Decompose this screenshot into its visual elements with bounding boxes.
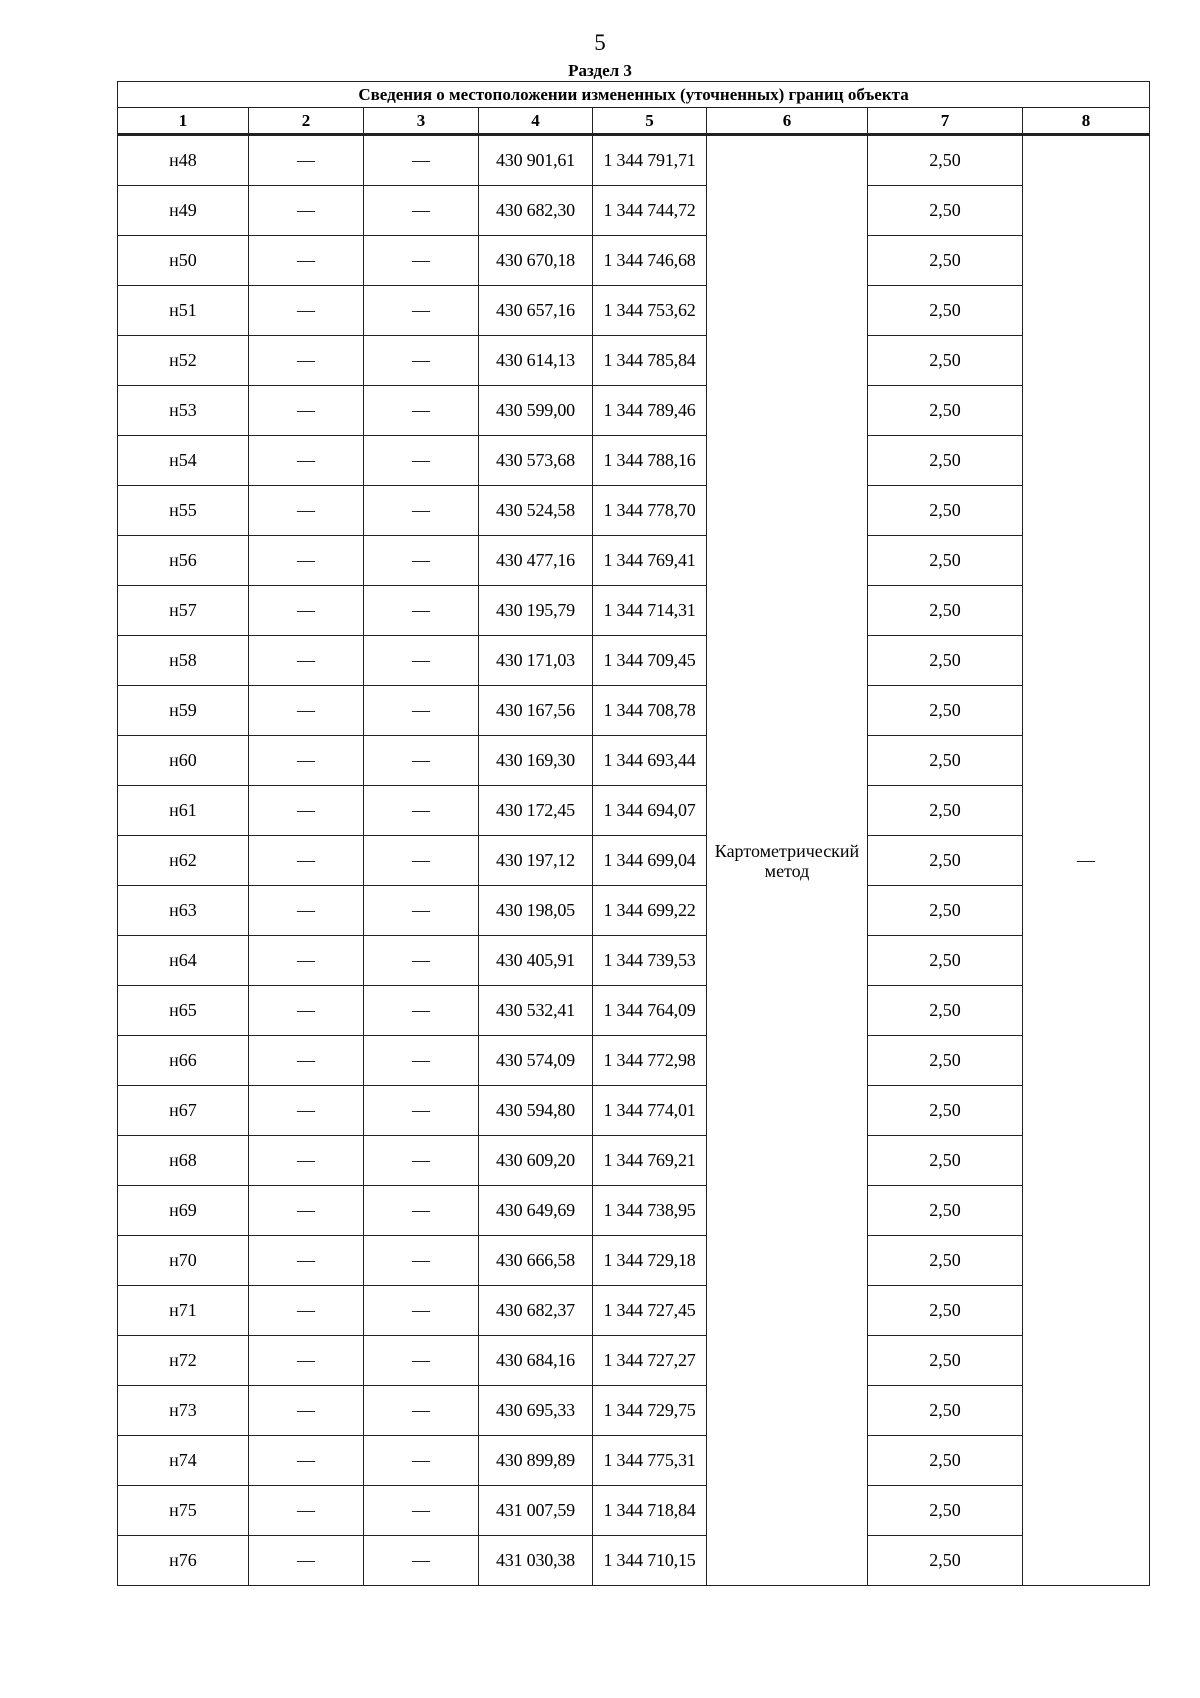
point-number-cell: н54 (118, 436, 249, 486)
accuracy-cell: 2,50 (868, 486, 1023, 536)
column-2-cell: — (249, 336, 364, 386)
table-row (118, 135, 1150, 186)
column-3-cell: — (364, 1186, 479, 1236)
point-number-cell: н50 (118, 236, 249, 286)
accuracy-cell: 2,50 (868, 636, 1023, 686)
column-2-cell: — (249, 1336, 364, 1386)
x-coordinate-cell: 430 609,20 (479, 1136, 593, 1186)
y-coordinate-cell: 1 344 791,71 (593, 135, 707, 186)
accuracy-cell: 2,50 (868, 586, 1023, 636)
x-coordinate-cell: 430 197,12 (479, 836, 593, 886)
accuracy-cell: 2,50 (868, 1136, 1023, 1186)
column-3-cell: — (364, 436, 479, 486)
accuracy-cell: 2,50 (868, 1286, 1023, 1336)
point-number-cell: н62 (118, 836, 249, 886)
table-row (118, 336, 1150, 386)
column-2-cell: — (249, 1386, 364, 1436)
y-coordinate-cell: 1 344 710,15 (593, 1536, 707, 1586)
table-row (118, 636, 1150, 686)
point-number-cell: н69 (118, 1186, 249, 1236)
table-row (118, 1236, 1150, 1286)
table-row (118, 1436, 1150, 1486)
column-2-cell: — (249, 836, 364, 886)
table-row (118, 1086, 1150, 1136)
accuracy-cell: 2,50 (868, 1086, 1023, 1136)
y-coordinate-cell: 1 344 746,68 (593, 236, 707, 286)
column-2-cell: — (249, 1286, 364, 1336)
column-3-cell: — (364, 736, 479, 786)
table-row (118, 436, 1150, 486)
column-3-cell: — (364, 586, 479, 636)
x-coordinate-cell: 431 030,38 (479, 1536, 593, 1586)
accuracy-cell: 2,50 (868, 886, 1023, 936)
column-8-cell: — (1023, 135, 1150, 1586)
column-2-cell: — (249, 1086, 364, 1136)
point-number-cell: н49 (118, 186, 249, 236)
point-number-cell: н66 (118, 1036, 249, 1086)
table-caption-row (118, 82, 1150, 108)
x-coordinate-cell: 430 171,03 (479, 636, 593, 686)
x-coordinate-cell: 430 682,30 (479, 186, 593, 236)
x-coordinate-cell: 430 899,89 (479, 1436, 593, 1486)
column-2-cell: — (249, 1486, 364, 1536)
x-coordinate-cell: 430 670,18 (479, 236, 593, 286)
column-number-5: 5 (593, 108, 707, 135)
table-row (118, 1336, 1150, 1386)
x-coordinate-cell: 430 594,80 (479, 1086, 593, 1136)
table-row (118, 286, 1150, 336)
table-caption: Сведения о местоположении измененных (уточненных) границ объекта (118, 82, 1150, 108)
accuracy-cell: 2,50 (868, 386, 1023, 436)
table-row (118, 586, 1150, 636)
y-coordinate-cell: 1 344 788,16 (593, 436, 707, 486)
column-2-cell: — (249, 135, 364, 186)
accuracy-cell: 2,50 (868, 836, 1023, 886)
point-number-cell: н64 (118, 936, 249, 986)
y-coordinate-cell: 1 344 699,22 (593, 886, 707, 936)
column-3-cell: — (364, 1436, 479, 1486)
y-coordinate-cell: 1 344 775,31 (593, 1436, 707, 1486)
x-coordinate-cell: 430 532,41 (479, 986, 593, 1036)
y-coordinate-cell: 1 344 699,04 (593, 836, 707, 886)
column-2-cell: — (249, 636, 364, 686)
column-3-cell: — (364, 236, 479, 286)
x-coordinate-cell: 430 195,79 (479, 586, 593, 636)
table-row (118, 236, 1150, 286)
y-coordinate-cell: 1 344 727,27 (593, 1336, 707, 1386)
column-number-3: 3 (364, 108, 479, 135)
column-3-cell: — (364, 336, 479, 386)
column-2-cell: — (249, 186, 364, 236)
column-3-cell: — (364, 886, 479, 936)
column-3-cell: — (364, 286, 479, 336)
column-number-8: 8 (1023, 108, 1150, 135)
y-coordinate-cell: 1 344 785,84 (593, 336, 707, 386)
x-coordinate-cell: 430 649,69 (479, 1186, 593, 1236)
y-coordinate-cell: 1 344 753,62 (593, 286, 707, 336)
accuracy-cell: 2,50 (868, 936, 1023, 986)
accuracy-cell: 2,50 (868, 736, 1023, 786)
column-3-cell: — (364, 135, 479, 186)
x-coordinate-cell: 430 573,68 (479, 436, 593, 486)
y-coordinate-cell: 1 344 714,31 (593, 586, 707, 636)
table-row (118, 986, 1150, 1036)
accuracy-cell: 2,50 (868, 1236, 1023, 1286)
page-number: 5 (594, 30, 606, 55)
accuracy-cell: 2,50 (868, 1336, 1023, 1386)
accuracy-cell: 2,50 (868, 1436, 1023, 1486)
column-3-cell: — (364, 986, 479, 1036)
accuracy-cell: 2,50 (868, 786, 1023, 836)
table-row (118, 686, 1150, 736)
column-2-cell: — (249, 1436, 364, 1486)
table-row (118, 1186, 1150, 1236)
table-row (118, 936, 1150, 986)
x-coordinate-cell: 430 172,45 (479, 786, 593, 836)
column-2-cell: — (249, 1536, 364, 1586)
y-coordinate-cell: 1 344 772,98 (593, 1036, 707, 1086)
table-row (118, 1486, 1150, 1536)
y-coordinate-cell: 1 344 718,84 (593, 1486, 707, 1536)
x-coordinate-cell: 430 599,00 (479, 386, 593, 436)
point-number-cell: н53 (118, 386, 249, 436)
x-coordinate-cell: 430 901,61 (479, 135, 593, 186)
point-number-cell: н75 (118, 1486, 249, 1536)
column-2-cell: — (249, 786, 364, 836)
column-3-cell: — (364, 636, 479, 686)
column-3-cell: — (364, 536, 479, 586)
column-3-cell: — (364, 386, 479, 436)
y-coordinate-cell: 1 344 709,45 (593, 636, 707, 686)
accuracy-cell: 2,50 (868, 536, 1023, 586)
x-coordinate-cell: 430 524,58 (479, 486, 593, 536)
x-coordinate-cell: 430 614,13 (479, 336, 593, 386)
column-number-2: 2 (249, 108, 364, 135)
point-number-cell: н63 (118, 886, 249, 936)
column-3-cell: — (364, 1236, 479, 1286)
y-coordinate-cell: 1 344 769,41 (593, 536, 707, 586)
point-number-cell: н55 (118, 486, 249, 536)
table-row (118, 1386, 1150, 1436)
column-number-6: 6 (707, 108, 868, 135)
column-number-1: 1 (118, 108, 249, 135)
accuracy-cell: 2,50 (868, 1486, 1023, 1536)
point-number-cell: н58 (118, 636, 249, 686)
accuracy-cell: 2,50 (868, 1036, 1023, 1086)
x-coordinate-cell: 430 695,33 (479, 1386, 593, 1436)
y-coordinate-cell: 1 344 727,45 (593, 1286, 707, 1336)
column-2-cell: — (249, 1036, 364, 1086)
x-coordinate-cell: 430 657,16 (479, 286, 593, 336)
column-2-cell: — (249, 436, 364, 486)
y-coordinate-cell: 1 344 774,01 (593, 1086, 707, 1136)
table-row (118, 786, 1150, 836)
column-number-7: 7 (868, 108, 1023, 135)
point-number-cell: н67 (118, 1086, 249, 1136)
y-coordinate-cell: 1 344 708,78 (593, 686, 707, 736)
y-coordinate-cell: 1 344 693,44 (593, 736, 707, 786)
accuracy-cell: 2,50 (868, 986, 1023, 1036)
accuracy-cell: 2,50 (868, 436, 1023, 486)
table-row (118, 1036, 1150, 1086)
point-number-cell: н68 (118, 1136, 249, 1186)
point-number-cell: н60 (118, 736, 249, 786)
accuracy-cell: 2,50 (868, 135, 1023, 186)
column-2-cell: — (249, 536, 364, 586)
point-number-cell: н57 (118, 586, 249, 636)
column-2-cell: — (249, 936, 364, 986)
column-3-cell: — (364, 936, 479, 986)
x-coordinate-cell: 430 198,05 (479, 886, 593, 936)
x-coordinate-cell: 430 684,16 (479, 1336, 593, 1386)
point-number-cell: н71 (118, 1286, 249, 1336)
y-coordinate-cell: 1 344 729,18 (593, 1236, 707, 1286)
x-coordinate-cell: 430 682,37 (479, 1286, 593, 1336)
y-coordinate-cell: 1 344 744,72 (593, 186, 707, 236)
point-number-cell: н48 (118, 135, 249, 186)
column-3-cell: — (364, 1286, 479, 1336)
column-2-cell: — (249, 736, 364, 786)
column-3-cell: — (364, 186, 479, 236)
table-row (118, 486, 1150, 536)
point-number-cell: н61 (118, 786, 249, 836)
table-row (118, 1286, 1150, 1336)
point-number-cell: н65 (118, 986, 249, 1036)
column-3-cell: — (364, 836, 479, 886)
column-number-4: 4 (479, 108, 593, 135)
column-2-cell: — (249, 486, 364, 536)
x-coordinate-cell: 430 574,09 (479, 1036, 593, 1086)
y-coordinate-cell: 1 344 729,75 (593, 1386, 707, 1436)
y-coordinate-cell: 1 344 778,70 (593, 486, 707, 536)
column-2-cell: — (249, 236, 364, 286)
table-row (118, 1536, 1150, 1586)
point-number-cell: н76 (118, 1536, 249, 1586)
column-3-cell: — (364, 1036, 479, 1086)
accuracy-cell: 2,50 (868, 286, 1023, 336)
y-coordinate-cell: 1 344 694,07 (593, 786, 707, 836)
column-3-cell: — (364, 486, 479, 536)
table-row (118, 836, 1150, 886)
column-2-cell: — (249, 586, 364, 636)
column-2-cell: — (249, 1136, 364, 1186)
y-coordinate-cell: 1 344 738,95 (593, 1186, 707, 1236)
accuracy-cell: 2,50 (868, 1186, 1023, 1236)
accuracy-cell: 2,50 (868, 236, 1023, 286)
point-number-cell: н72 (118, 1336, 249, 1386)
boundary-coordinates-table (117, 81, 1150, 1586)
point-number-cell: н52 (118, 336, 249, 386)
point-number-cell: н51 (118, 286, 249, 336)
column-3-cell: — (364, 1536, 479, 1586)
y-coordinate-cell: 1 344 739,53 (593, 936, 707, 986)
x-coordinate-cell: 431 007,59 (479, 1486, 593, 1536)
table-row (118, 186, 1150, 236)
table-row (118, 736, 1150, 786)
point-number-cell: н74 (118, 1436, 249, 1486)
x-coordinate-cell: 430 169,30 (479, 736, 593, 786)
column-3-cell: — (364, 1336, 479, 1386)
point-number-cell: н70 (118, 1236, 249, 1286)
section-title: Раздел 3 (568, 61, 632, 80)
point-number-cell: н73 (118, 1386, 249, 1436)
column-2-cell: — (249, 1236, 364, 1286)
point-number-cell: н59 (118, 686, 249, 736)
column-2-cell: — (249, 686, 364, 736)
x-coordinate-cell: 430 666,58 (479, 1236, 593, 1286)
table-body (118, 135, 1150, 1586)
method-cell: Картометрический метод (707, 135, 868, 1586)
column-2-cell: — (249, 386, 364, 436)
column-3-cell: — (364, 1086, 479, 1136)
table-row (118, 1136, 1150, 1186)
x-coordinate-cell: 430 167,56 (479, 686, 593, 736)
accuracy-cell: 2,50 (868, 1386, 1023, 1436)
column-3-cell: — (364, 686, 479, 736)
point-number-cell: н56 (118, 536, 249, 586)
y-coordinate-cell: 1 344 764,09 (593, 986, 707, 1036)
table-row (118, 536, 1150, 586)
column-number-row (118, 108, 1150, 135)
column-3-cell: — (364, 1386, 479, 1436)
table-row (118, 886, 1150, 936)
column-3-cell: — (364, 1136, 479, 1186)
x-coordinate-cell: 430 405,91 (479, 936, 593, 986)
x-coordinate-cell: 430 477,16 (479, 536, 593, 586)
accuracy-cell: 2,50 (868, 1536, 1023, 1586)
y-coordinate-cell: 1 344 769,21 (593, 1136, 707, 1186)
accuracy-cell: 2,50 (868, 686, 1023, 736)
column-2-cell: — (249, 986, 364, 1036)
column-3-cell: — (364, 1486, 479, 1536)
accuracy-cell: 2,50 (868, 336, 1023, 386)
column-2-cell: — (249, 1186, 364, 1236)
column-3-cell: — (364, 786, 479, 836)
column-2-cell: — (249, 286, 364, 336)
y-coordinate-cell: 1 344 789,46 (593, 386, 707, 436)
column-2-cell: — (249, 886, 364, 936)
accuracy-cell: 2,50 (868, 186, 1023, 236)
table-row (118, 386, 1150, 436)
